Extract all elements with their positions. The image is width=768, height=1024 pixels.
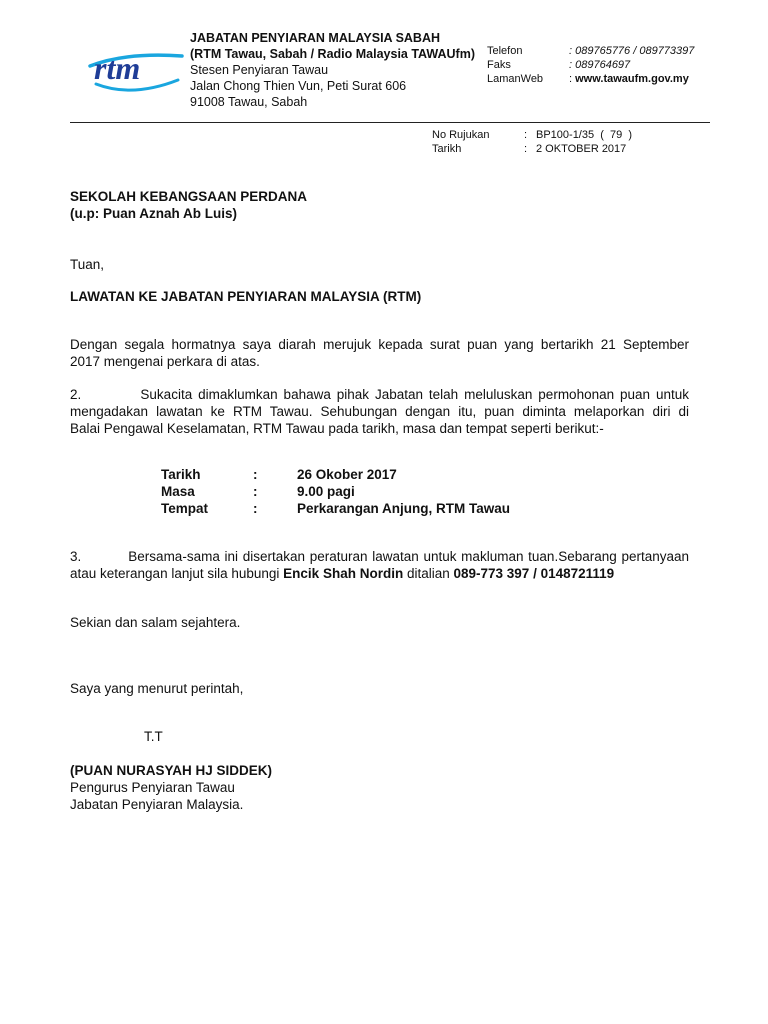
closing-remark: Sekian dan salam sejahtera. [70, 615, 241, 630]
detail-value: 26 Okober 2017 [297, 467, 397, 482]
contact-person: Encik Shah Nordin [283, 566, 404, 581]
detail-row-time [161, 483, 510, 500]
visit-details [161, 466, 510, 517]
web-label: LamanWeb [487, 73, 544, 85]
phone-value: : 089765776 / 089773397 [569, 45, 695, 57]
paragraph-2 [70, 386, 689, 437]
web-value-wrap [569, 72, 689, 86]
detail-label: Tarikh [161, 467, 201, 482]
fax-label: Faks [487, 59, 511, 71]
paragraph-3 [70, 548, 689, 582]
paragraph-line: mengadakan lawatan ke RTM Tawau. Sehubungan dengan itu, puan diminta melaporkan diri di [70, 404, 689, 419]
recipient-attention: (u.p: Puan Aznah Ab Luis) [70, 206, 237, 221]
detail-label: Tempat [161, 501, 209, 516]
reference-block [432, 128, 632, 156]
recipient-block [70, 188, 307, 222]
detail-separator: : [253, 501, 258, 516]
signatory-title: Pengurus Penyiaran Tawau [70, 780, 235, 795]
detail-value: Perkarangan Anjung, RTM Tawau [297, 501, 511, 516]
web-row [487, 72, 694, 86]
reference-separator: : [524, 129, 528, 141]
letter-subject: LAWATAN KE JABATAN PENYIARAN MALAYSIA (RTM) [70, 289, 422, 304]
header-divider [70, 122, 710, 123]
address-line: Jalan Chong Thien Vun, Peti Surat 606 [190, 79, 407, 93]
signatory-block [70, 762, 272, 813]
signature-mark: T.T [144, 729, 163, 744]
organisation-block [190, 30, 475, 110]
logo-text: rtm [94, 50, 141, 86]
phone-label: Telefon [487, 45, 523, 57]
address-line: 91008 Tawau, Sabah [190, 95, 308, 109]
fax-value: : 089764697 [569, 59, 631, 71]
paragraph-line: 2017 mengenai perkara di atas. [70, 354, 260, 369]
text-segment: atau keterangan lanjut sila hubungi [70, 566, 284, 581]
detail-row-date [161, 466, 510, 483]
reference-value: BP100-1/35 ( 79 ) [536, 129, 632, 141]
text-segment: ditalian [403, 566, 454, 581]
signatory-name: (PUAN NURASYAH HJ SIDDEK) [70, 763, 273, 778]
detail-separator: : [253, 484, 258, 499]
rtm-logo-graphic [86, 44, 186, 96]
detail-separator: : [253, 467, 258, 482]
signatory-department: Jabatan Penyiaran Malaysia. [70, 797, 244, 812]
date-row [432, 142, 632, 156]
detail-value: 9.00 pagi [297, 484, 355, 499]
website-link[interactable]: www.tawaufm.gov.my [575, 73, 689, 85]
paragraph-line: 3. Bersama-sama ini disertakan peraturan lawatan untuk makluman tuan.Sebarang pertanyaan [70, 549, 689, 564]
paragraph-line: Balai Pengawal Keselamatan, RTM Tawau pada tarikh, masa dan tempat seperti berikut:- [70, 421, 604, 436]
date-value: 2 OKTOBER 2017 [536, 143, 627, 155]
org-name: JABATAN PENYIARAN MALAYSIA SABAH [190, 31, 441, 45]
paragraph-line [70, 565, 689, 582]
detail-label: Masa [161, 484, 195, 499]
paragraph-line: 2. Sukacita dimaklumkan bahawa pihak Jabatan telah meluluskan permohonan puan untuk [70, 387, 689, 402]
paragraph-line: Dengan segala hormatnya saya diarah merujuk kepada surat puan yang bertarikh 21 September [70, 337, 689, 352]
address-line: Stesen Penyiaran Tawau [190, 63, 329, 77]
reference-row [432, 128, 632, 142]
fax-row [487, 58, 694, 72]
salutation: Tuan, [70, 257, 105, 272]
contact-phone: 089-773 397 / 0148721119 [453, 566, 615, 581]
reference-label: No Rujukan [432, 129, 490, 141]
web-separator: : [569, 73, 576, 85]
contact-block [487, 44, 694, 86]
closing-phrase: Saya yang menurut perintah, [70, 681, 244, 696]
recipient-name: SEKOLAH KEBANGSAAN PERDANA [70, 189, 308, 204]
rtm-logo [86, 44, 186, 96]
date-label: Tarikh [432, 143, 462, 155]
date-separator: : [524, 143, 528, 155]
detail-row-place [161, 500, 510, 517]
paragraph-1 [70, 336, 689, 370]
phone-row [487, 44, 694, 58]
org-subname: (RTM Tawau, Sabah / Radio Malaysia TAWAUfm) [190, 47, 475, 61]
